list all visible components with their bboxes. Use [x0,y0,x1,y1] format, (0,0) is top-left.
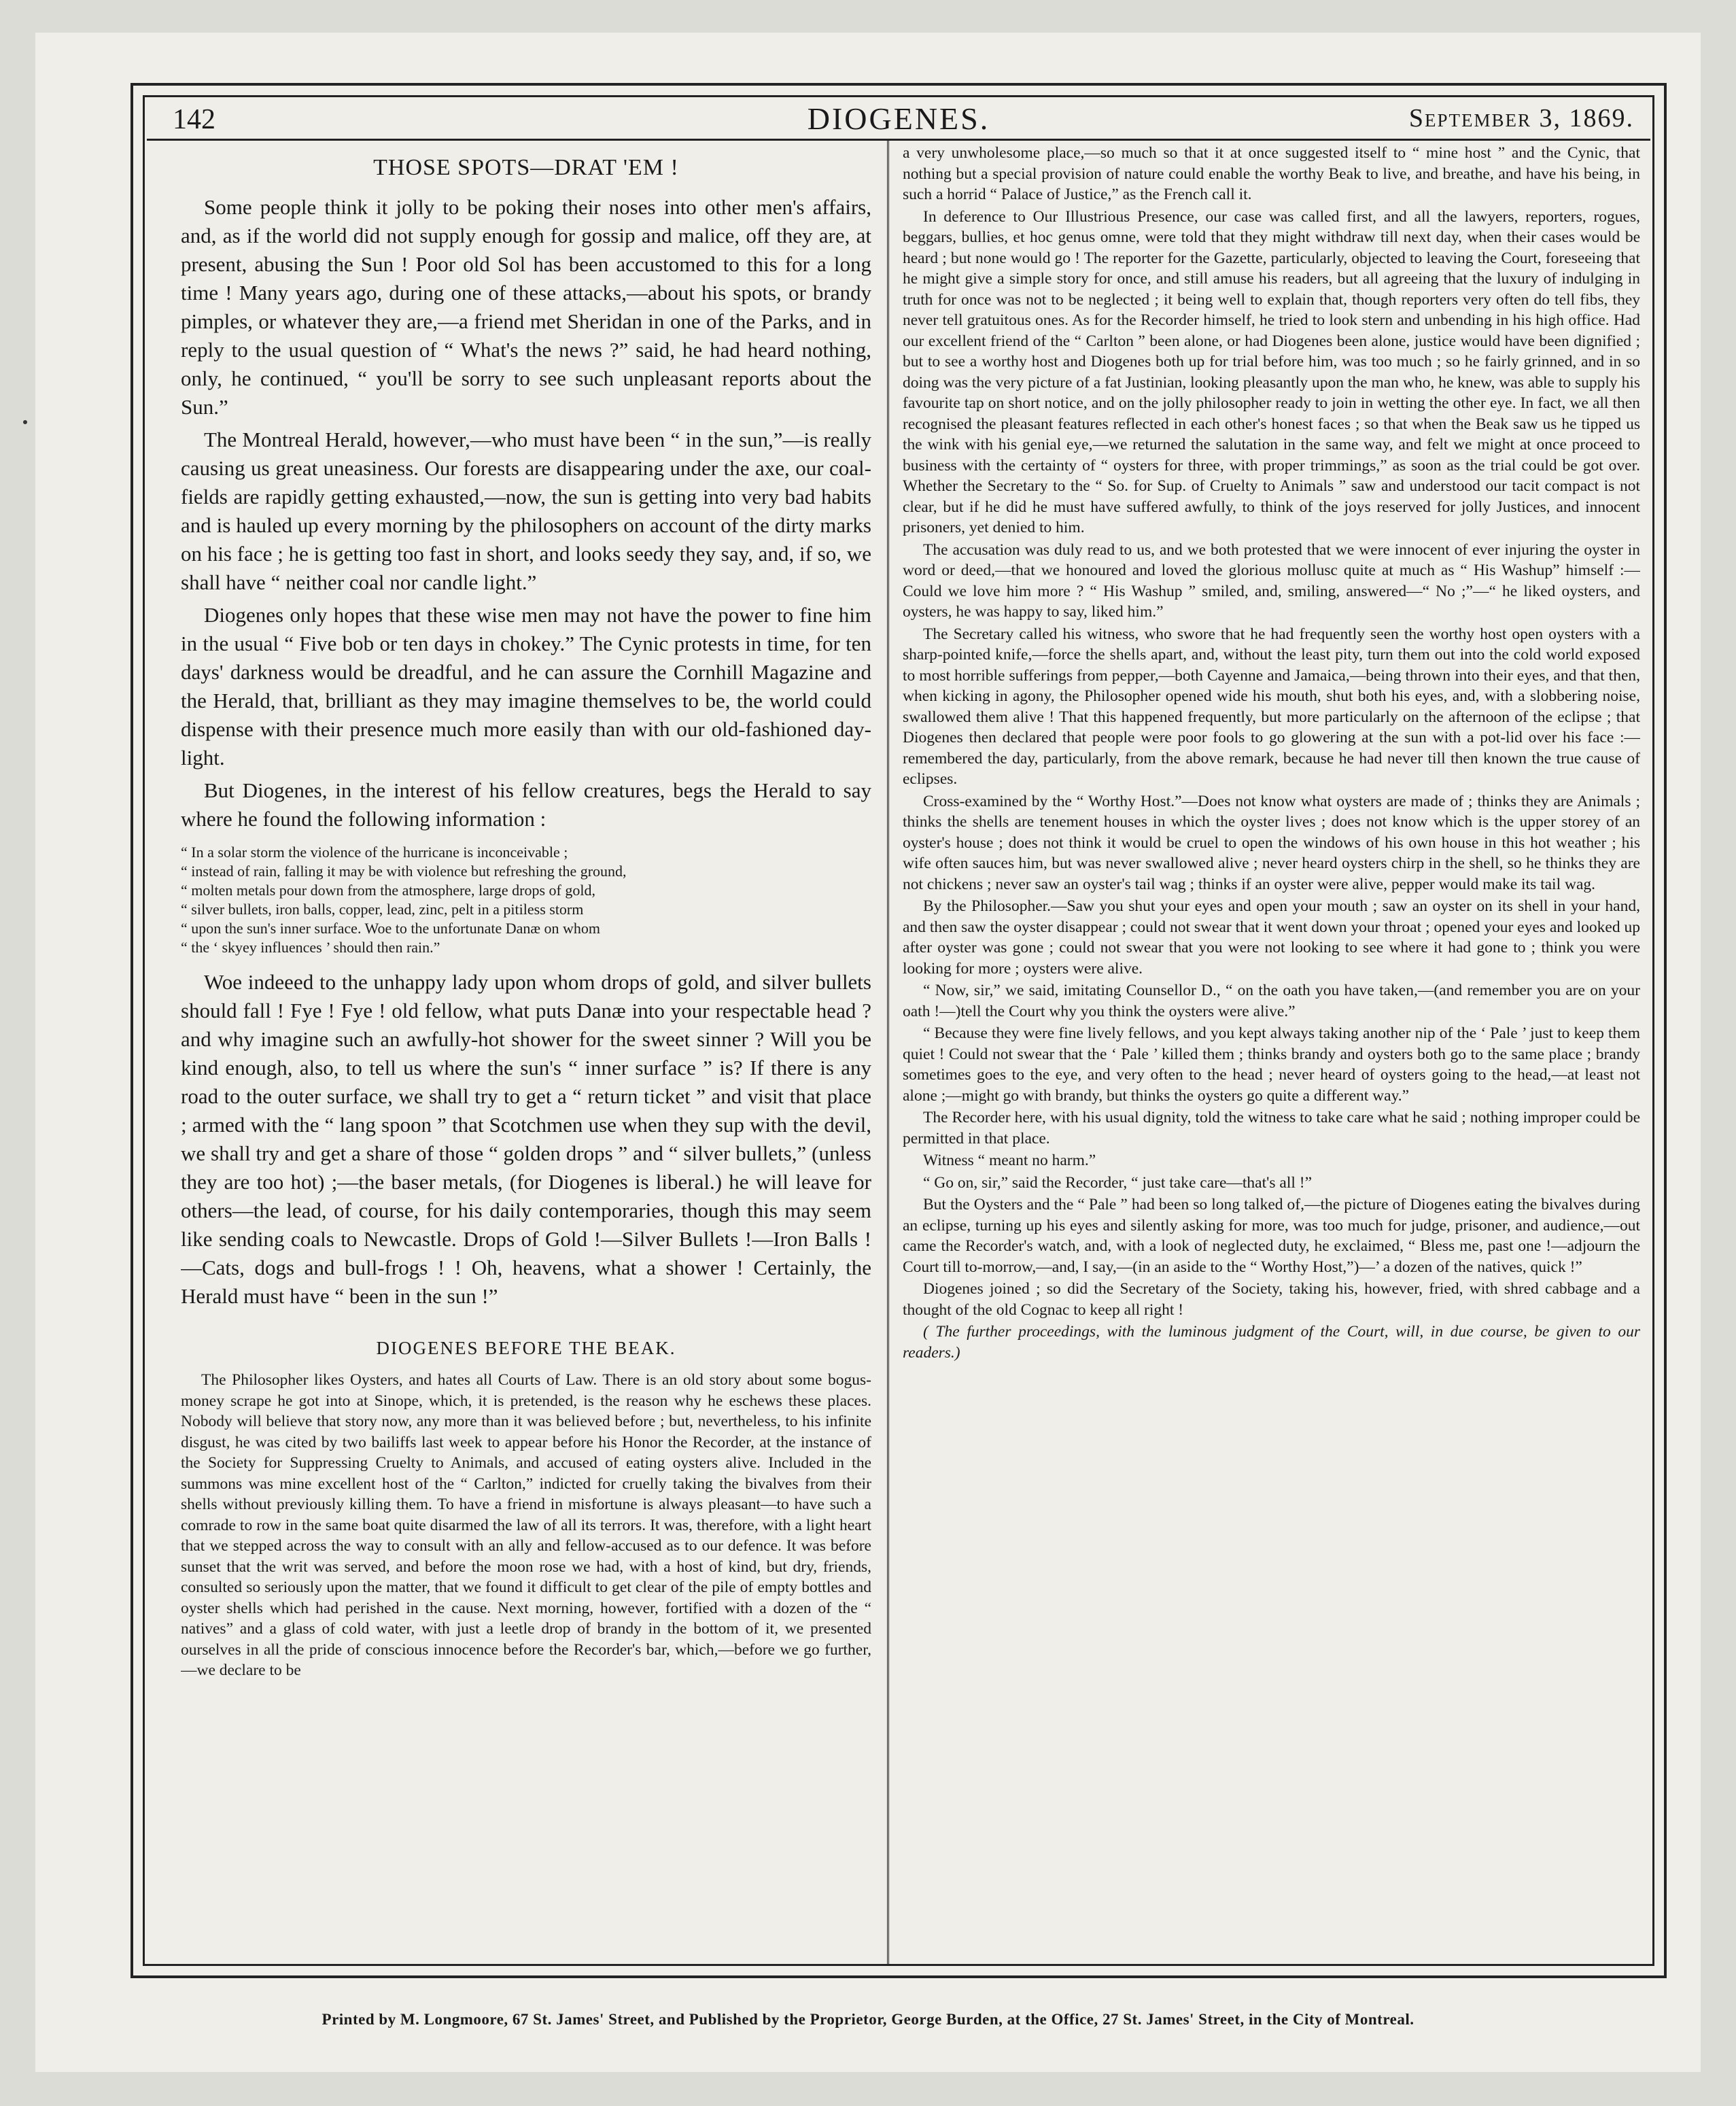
paragraph: Some people think it jolly to be poking their noses into other men's affairs, and, as if the world did not supply enough for gossip and malice, off they are, at present, abusing the Sun ! Poor old Sol has been accustomed to this for a long time ! Many years ago, during one of these attacks,—about his spots, or brandy pimples, or whatever they are,—a friend met Sheridan in one of the Parks, and in reply to the usual question of “ What's the news ?” said, he had heard nothing, only, he continued, “ you'll be sorry to see such unpleasant reports about the Sun.” [181,195,871,419]
paragraph: The Philosopher likes Oysters, and hates all Courts of Law. There is an old story about some bogus-money scrape he got into at Sinope, which, it is pretended, is the reason why he eschews these places. Nobody will believe that story now, any more than it was believed before ; but, nevertheless, to his infinite disgust, he was cited by two bailiffs last week to appear before his Honor the Recorder, at the instance of the Society for Suppressing Cruelty to Animals, and accused of eating oysters alive. Included in the summons was mine excellent host of the “ Carlton,” indicted for cruelly taking the bivalves from their shells without previously killing them. To have a friend in misfortune is always pleasant—to have such a comrade to row in the same boat quite disarmed the law of all its terrors. It was, therefore, with a light heart that we stepped across the way to consult with an ally and fellow-accused as to our defence. It was before sunset that the writ was served, and before the moon rose we had, with a host of kind, but dry, friends, consulted so seriously upon the matter, that we found it difficult to get clear of the pile of empty bottles and oyster shells which had perished in the cause. Next morning, however, fortified with a dozen of the “ natives” and a glass of cold water, with just a leetle drop of brandy in the bottom of it, we presented ourselves in all the pride of conscious innocence before the Recorder's bar, which,—before we go further,—we declare to be [181,1371,871,1679]
article-title: DIOGENES BEFORE THE BEAK. [376,1338,676,1358]
article-continuation [903,143,1640,1363]
quote-line: “ instead of rain, falling it may be with violence but refreshing the ground, [181,863,627,880]
paragraph: “ Because they were fine lively fellows, and you kept always taking another nip of the ‘ Pale ’ just to keep them quiet ! Could not swear that the ‘ Pale ’ killed them ; thinks brandy and oysters both go to the same place ; brandy sometimes goes to the eye, and very often to the head ; never heard of oysters going to the head,—at least not alone ;—might go with brandy, but thinks the oysters go quite a different way.” [903,1024,1640,1105]
paragraph: Woe indeeed to the unhappy lady upon whom drops of gold, and silver bullets should fall ! Fye ! Fye ! old fellow, what puts Danæ into your respectable head ? and why imagine such an awfully-hot shower for the sweet sinner ? Will you be kind enough, also, to tell us where the sun's “ inner surface ” is? If there is any road to the outer surface, we shall try to get a “ return ticket ” and visit that place ; armed with the “ lang spoon ” that Scotchmen use when they sup with the devil, we shall try and get a share of those “ golden drops ” and “ silver bullets,” (unless they are too hot) ;—the baser metals, (for Diogenes is liberal.) he will leave for others—the lead, of course, for his daily contemporaries, though this may seem like sending coals to Newcastle. Drops of Gold !—Silver Bullets !—Iron Balls ! —Cats, dogs and bull-frogs ! ! Oh, heavens, what a shower ! Certainly, the Herald must have “ been in the sun !” [181,970,871,1308]
right-column [903,143,1640,1958]
masthead: DIOGENES. [807,101,990,136]
paragraph: The Recorder here, with his usual dignity, told the witness to take care what he said ; nothing improper could be permitted in that place. [903,1109,1640,1147]
paragraph: ( The further proceedings, with the luminous judgment of the Court, will, in due course, be given to our readers.) [903,1323,1640,1362]
left-column [181,143,871,1958]
paragraph: a very unwholesome place,—so much so that it at once suggested itself to “ mine host ” and the Cynic, that nothing but a special provision of nature could enable the worthy Beak to live, and breathe, and have his being, in such a horrid “ Palace of Justice,” as the French call it. [903,144,1640,203]
ink-speck [23,420,27,424]
column-divider [887,139,889,1966]
paragraph: But the Oysters and the “ Pale ” had been so long talked of,—the picture of Diogenes eating the bivalves during an eclipse, turning up his eyes and silently asking for more, was too much for judge, prisoner, and audience,—out came the Recorder's watch, and, with a look of neglected duty, he exclaimed, “ Bless me, past one !—adjourn the Court till to-morrow,—and, I say,—(in an aside to the “ Worthy Host,”)—’ a dozen of the natives, quick !” [903,1196,1640,1276]
paragraph: Cross-examined by the “ Worthy Host.”—Does not know what oysters are made of ; thinks they are Animals ; thinks the shells are tenement houses in which the oyster lives ; does not know which is the upper storey of an oyster's house ; does not think it would be cruel to open the windows of his own house in this hot weather ; his wife often sauces him, but was never swallowed alive ; never heard oysters chirp in the shell, so he thinks they are not chickens ; never saw an oyster's tail wag ; thinks if an oyster were alive, pepper would make its tail wag. [903,792,1640,893]
quote-line: “ upon the sun's inner surface. Woe to the unfortunate Danæ on whom [181,920,601,937]
page-header [147,98,1650,141]
printer-imprint: Printed by M. Longmoore, 67 St. James' Street, and Published by the Proprietor, George Burden, at the Office, 27 St. James' Street, in the City of Montreal. [322,2011,1414,2028]
paragraph: The Secretary called his witness, who swore that he had frequently seen the worthy host open oysters with a sharp-pointed knife,—force the shells apart, and, without the least pity, turn them out into the cold world exposed to most horrible sufferings from pepper,—both Cayenne and Jamaica,—being thrown into their eyes, and that then, when kicking in agony, the Philosopher opened wide his mouth, shut both his eyes, and, with a slobbering noise, swallowed them alive ! That this happened frequently, but more particularly on the afternoon of the eclipse ; that Diogenes then declared that people were poor fools to go glowering at the sun with a pot-lid over his face :—remembered the day, particularly, from the above remark, because he had never till then known the true cause of eclipses. [903,625,1640,788]
paragraph: By the Philosopher.—Saw you shut your eyes and open your mouth ; saw an oyster on its shell in your hand, and then saw the oyster disappear ; could not swear that it went down your throat ; opened your eyes and looked up after oyster was gone ; could not swear that you were not looking to see where it had gone to ; think you were looking for more ; oysters were alive. [903,897,1640,978]
page-number: 142 [173,104,215,135]
paragraph: In deference to Our Illustrious Presence, our case was called first, and all the lawyers, reporters, rogues, beggars, bullies, et hoc genus omne, were told that they might withdraw till next day, when their cases would be heard ; but none would go ! The reporter for the Gazette, particularly, objected to leaving the Court, foreseeing that he might give a simple story for once, and still amuse his readers, but all agreeing that the luxury of indulging in truth for once was not to be neglected ; it being well to explain that, though reporters very often do tell fibs, they never tell gratuitous ones. As for the Recorder himself, he tried to look stern and unbending in his high office. Had our excellent friend of the “ Carlton ” been alone, or had Diogenes been alone, justice would have been dignified ; but to see a worthy host and Diogenes both up for trial before him, was too much ; so he fairly grinned, and in so doing was the very picture of a fat Justinian, looking pleasantly upon the man who, he knew, was able to supply his favourite tap on short notice, and on the jolly philosopher ready to join in wetting the other eye. In fact, we all then recognised the pleasant features reflected in each other's honest faces ; so that when the Beak saw us he tipped us the wink with his genial eye,—we returned the salutation in the same way, and felt we might at once proceed to business with the certainty of “ oysters for three, with proper trimmings,” as soon as the trial could be got over. Whether the Secretary to the “ So. for Sup. of Cruelty to Animals ” saw and understood our tacit compact is not clear, but if he did he must have suffered awfully, to think of the joys reserved for jolly Justices, and innocent prisoners, yet denied to him. [903,207,1640,536]
quote-line: “ the ‘ skyey influences ’ should then rain.” [181,939,440,956]
paragraph: “ Now, sir,” we said, imitating Counsellor D., “ on the oath you have taken,—(and remember you are on your oath !—)tell the Court why you think the oysters were alive.” [903,982,1640,1020]
paragraph: The Montreal Herald, however,—who must have been “ in the sun,”—is really causing us great uneasiness. Our forests are disappearing under the axe, our coal-fields are rapidly getting exhausted,—now, the sun is getting into very bad habits and is hauled up every morning by the philosophers on account of the dirty marks on his face ; he is getting too fast in short, and looks seedy they say, and, if so, we shall have “ neither coal nor candle light.” [181,428,871,594]
paragraph: Diogenes only hopes that these wise men may not have the power to fine him in the usual “ Five bob or ten days in chokey.” The Cynic protests in time, for ten days' darkness would be dreadful, and he can assure the Cornhill Magazine and the Herald, that, brilliant as they may imagine themselves to be, the world could dispense with their presence much more easily than with our old-fashioned day-light. [181,603,871,770]
paragraph: Witness “ meant no harm.” [923,1152,1096,1169]
paragraph: The accusation was duly read to us, and we both protested that we were innocent of ever injuring the oyster in word or deed,—that we honoured and loved the glorious mollusc quite at much as “ His Washup” himself :—Could we love him more ? “ His Washup ” smiled, and, smiling, answered—“ No ;”—“ he liked oysters, and oysters, he was happy to say, liked him.” [903,540,1640,621]
issue-date: September 3, 1869. [1408,104,1634,133]
article-title: THOSE SPOTS—DRAT 'EM ! [373,155,679,180]
quote-line: “ molten metals pour down from the atmosphere, large drops of gold, [181,882,595,899]
article-closing [181,968,871,1311]
paragraph: But Diogenes, in the interest of his fellow creatures, begs the Herald to say where he found the following information : [181,778,871,831]
article-body [181,1370,871,1681]
block-quote [181,843,871,957]
article-body [181,193,871,833]
quote-line: “ silver bullets, iron balls, copper, lead, zinc, pelt in a pitiless storm [181,901,584,918]
quote-line: “ In a solar storm the violence of the hurricane is inconceivable ; [181,844,568,861]
paragraph: “ Go on, sir,” said the Recorder, “ just take care—that's all !” [923,1173,1313,1192]
paragraph: Diogenes joined ; so did the Secretary of the Society, taking his, however, fried, with shred cabbage and a thought of the old Cognac to keep all right ! [903,1280,1640,1319]
